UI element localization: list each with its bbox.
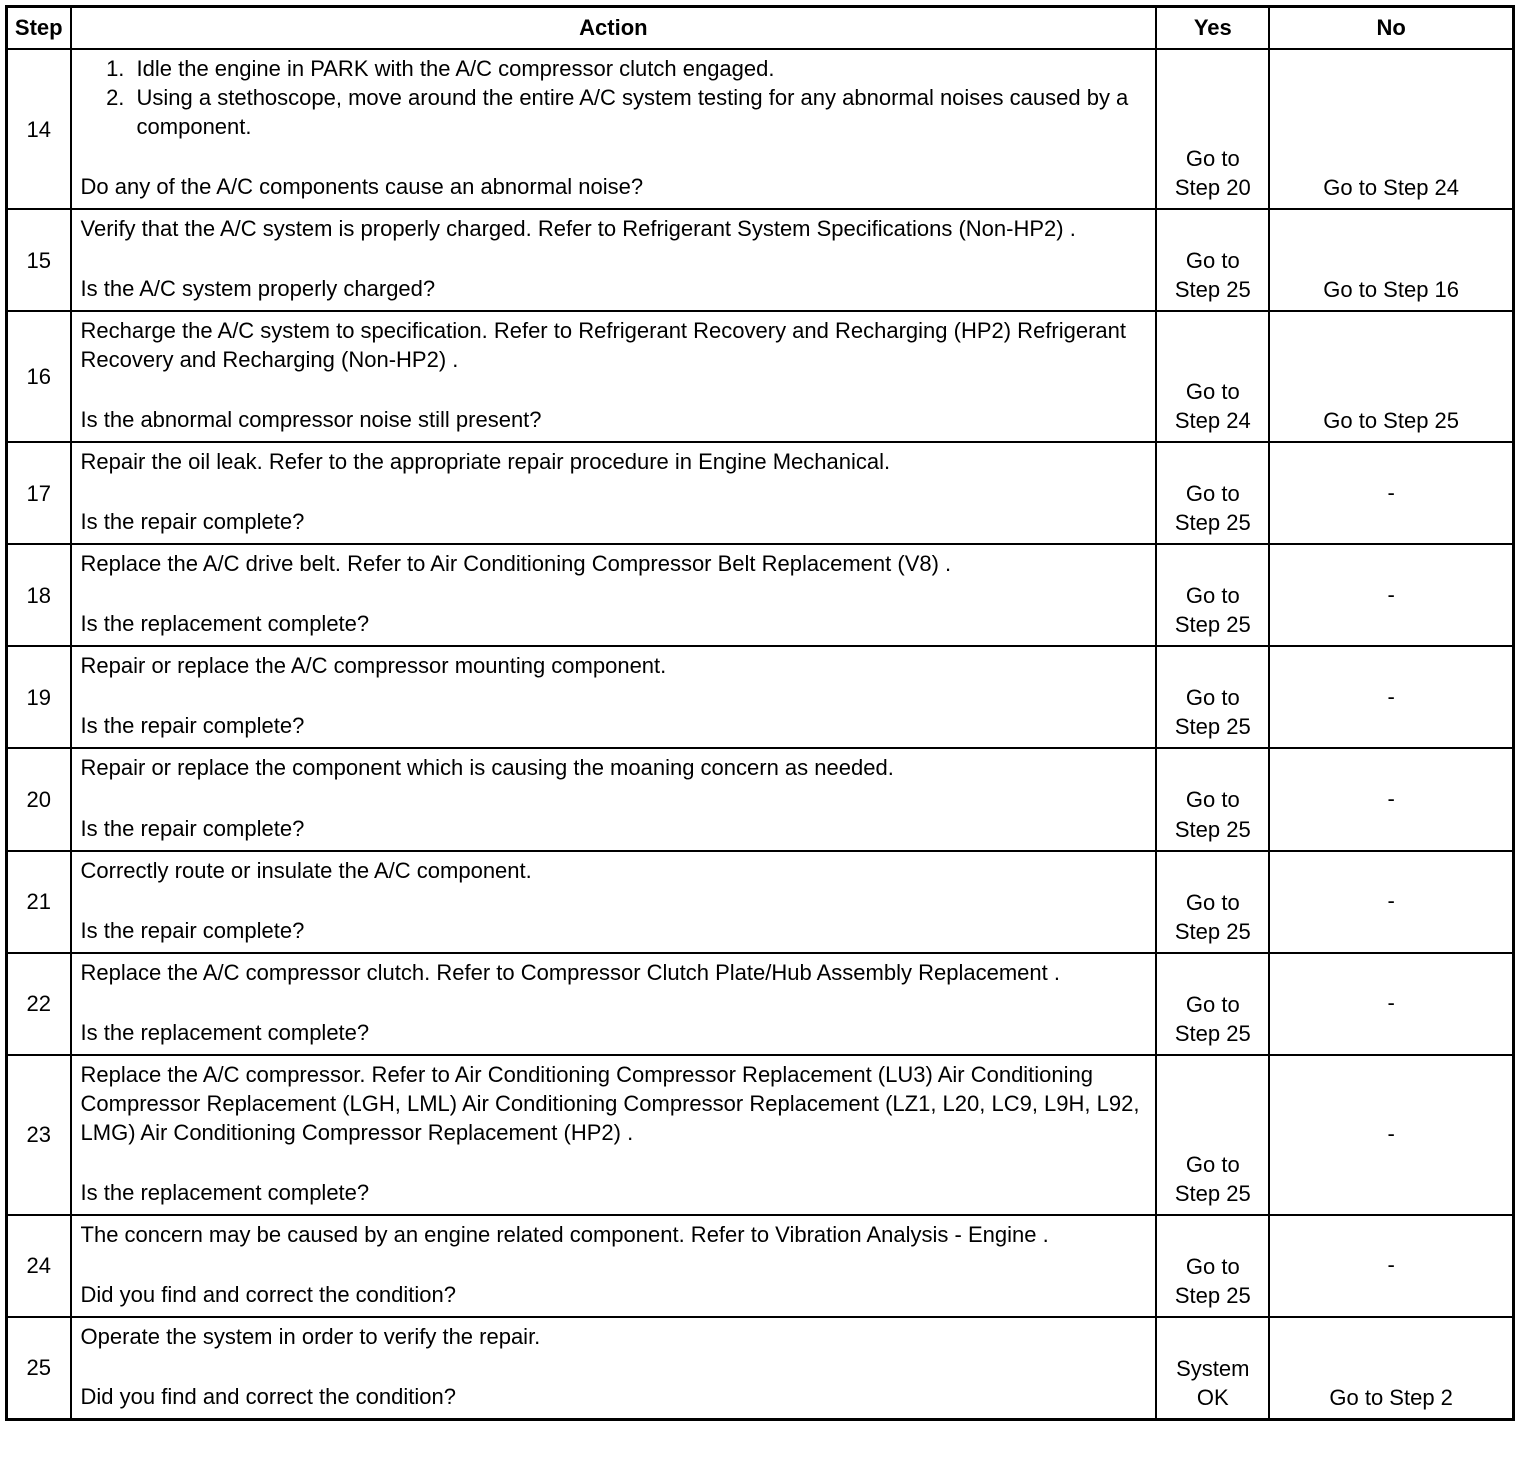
no-cell: Go to Step 16	[1269, 209, 1513, 311]
action-cell	[71, 49, 1157, 209]
step-number: 24	[7, 1215, 71, 1317]
table-row	[7, 1055, 1514, 1215]
yes-cell: Go to Step 25	[1156, 442, 1269, 544]
action-text: Repair or replace the component which is causing the moaning concern as needed.	[80, 755, 894, 781]
action-question: Is the replacement complete?	[80, 1179, 370, 1205]
no-cell: -	[1269, 442, 1513, 544]
action-text: Recharge the A/C system to specification. Refer to Refrigerant Recovery and Recharging (HP2) Refrigerant Recovery and Recharging (Non-HP2) .	[80, 318, 1127, 373]
table-row	[7, 544, 1514, 646]
no-cell: -	[1269, 646, 1513, 748]
action-cell	[71, 209, 1157, 311]
action-cell	[71, 1317, 1157, 1420]
action-cell	[71, 1055, 1157, 1215]
table-row	[7, 209, 1514, 311]
action-text: Verify that the A/C system is properly charged. Refer to Refrigerant System Specifications (Non-HP2) .	[80, 216, 1076, 242]
yes-cell: Go to Step 25	[1156, 1215, 1269, 1317]
step-number: 22	[7, 953, 71, 1055]
table-row	[7, 1317, 1514, 1420]
action-list-item: 1. Idle the engine in PARK with the A/C compressor clutch engaged.	[131, 54, 1147, 83]
yes-cell: Go to Step 24	[1156, 311, 1269, 442]
yes-cell: Go to Step 25	[1156, 544, 1269, 646]
action-cell	[71, 646, 1157, 748]
action-cell	[71, 851, 1157, 953]
table-row	[7, 442, 1514, 544]
action-text: Repair or replace the A/C compressor mounting component.	[80, 653, 667, 679]
table-row	[7, 646, 1514, 748]
action-question: Did you find and correct the condition?	[80, 1383, 456, 1409]
yes-cell: Go to Step 25	[1156, 953, 1269, 1055]
no-cell: -	[1269, 748, 1513, 850]
action-text: Replace the A/C compressor clutch. Refer to Compressor Clutch Plate/Hub Assembly Replacement .	[80, 959, 1060, 985]
step-number: 15	[7, 209, 71, 311]
no-cell: Go to Step 25	[1269, 311, 1513, 442]
action-list-item: 2. Using a stethoscope, move around the entire A/C system testing for any abnormal noises caused by a component.	[131, 83, 1147, 141]
yes-cell: Go to Step 25	[1156, 646, 1269, 748]
no-cell: -	[1269, 851, 1513, 953]
step-number: 23	[7, 1055, 71, 1215]
column-header-no: No	[1269, 7, 1513, 50]
column-header-action: Action	[71, 7, 1157, 50]
action-question: Is the replacement complete?	[80, 1019, 370, 1045]
table-body	[7, 49, 1514, 1419]
step-number: 14	[7, 49, 71, 209]
table-row	[7, 311, 1514, 442]
step-number: 20	[7, 748, 71, 850]
yes-cell: System OK	[1156, 1317, 1269, 1420]
action-question: Did you find and correct the condition?	[80, 1281, 456, 1307]
no-cell: Go to Step 24	[1269, 49, 1513, 209]
action-text: The concern may be caused by an engine related component. Refer to Vibration Analysis - Engine .	[80, 1221, 1049, 1247]
no-cell: -	[1269, 1215, 1513, 1317]
yes-cell: Go to Step 25	[1156, 209, 1269, 311]
action-text: Repair the oil leak. Refer to the appropriate repair procedure in Engine Mechanical.	[80, 449, 891, 475]
action-question: Is the A/C system properly charged?	[80, 276, 436, 302]
action-question: Is the replacement complete?	[80, 611, 370, 637]
action-cell	[71, 953, 1157, 1055]
step-number: 21	[7, 851, 71, 953]
action-list	[81, 54, 1147, 141]
yes-cell: Go to Step 25	[1156, 748, 1269, 850]
yes-cell: Go to Step 20	[1156, 49, 1269, 209]
action-cell	[71, 311, 1157, 442]
table-row	[7, 953, 1514, 1055]
action-question: Do any of the A/C components cause an abnormal noise?	[80, 174, 644, 200]
diagnostic-table	[5, 5, 1515, 1421]
action-text: Correctly route or insulate the A/C component.	[80, 857, 532, 883]
table-row	[7, 1215, 1514, 1317]
yes-cell: Go to Step 25	[1156, 851, 1269, 953]
column-header-step: Step	[7, 7, 71, 50]
no-cell: Go to Step 2	[1269, 1317, 1513, 1420]
no-cell: -	[1269, 1055, 1513, 1215]
action-text: Replace the A/C drive belt. Refer to Air Conditioning Compressor Belt Replacement (V8) .	[80, 551, 952, 577]
header-row	[7, 7, 1514, 50]
action-text: Replace the A/C compressor. Refer to Air Conditioning Compressor Replacement (LU3) Air Conditioning Compressor Replacement (LGH, LML) Air Conditioning Compressor Replacement (LZ1, L20, LC9, L9H, L92, LMG) Air Conditioning Compressor Replacement (HP2) .	[80, 1061, 1140, 1145]
table-row	[7, 748, 1514, 850]
action-question: Is the repair complete?	[80, 713, 305, 739]
action-question: Is the repair complete?	[80, 917, 305, 943]
column-header-yes: Yes	[1156, 7, 1269, 50]
table-row	[7, 851, 1514, 953]
step-number: 17	[7, 442, 71, 544]
action-cell	[71, 544, 1157, 646]
action-question: Is the repair complete?	[80, 815, 305, 841]
no-cell: -	[1269, 953, 1513, 1055]
step-number: 19	[7, 646, 71, 748]
step-number: 18	[7, 544, 71, 646]
no-cell: -	[1269, 544, 1513, 646]
action-cell	[71, 1215, 1157, 1317]
action-cell	[71, 748, 1157, 850]
step-number: 25	[7, 1317, 71, 1420]
action-question: Is the repair complete?	[80, 509, 305, 535]
step-number: 16	[7, 311, 71, 442]
action-question: Is the abnormal compressor noise still present?	[80, 407, 542, 433]
action-cell	[71, 442, 1157, 544]
table-row	[7, 49, 1514, 209]
action-text: Operate the system in order to verify the repair.	[80, 1323, 541, 1349]
yes-cell: Go to Step 25	[1156, 1055, 1269, 1215]
